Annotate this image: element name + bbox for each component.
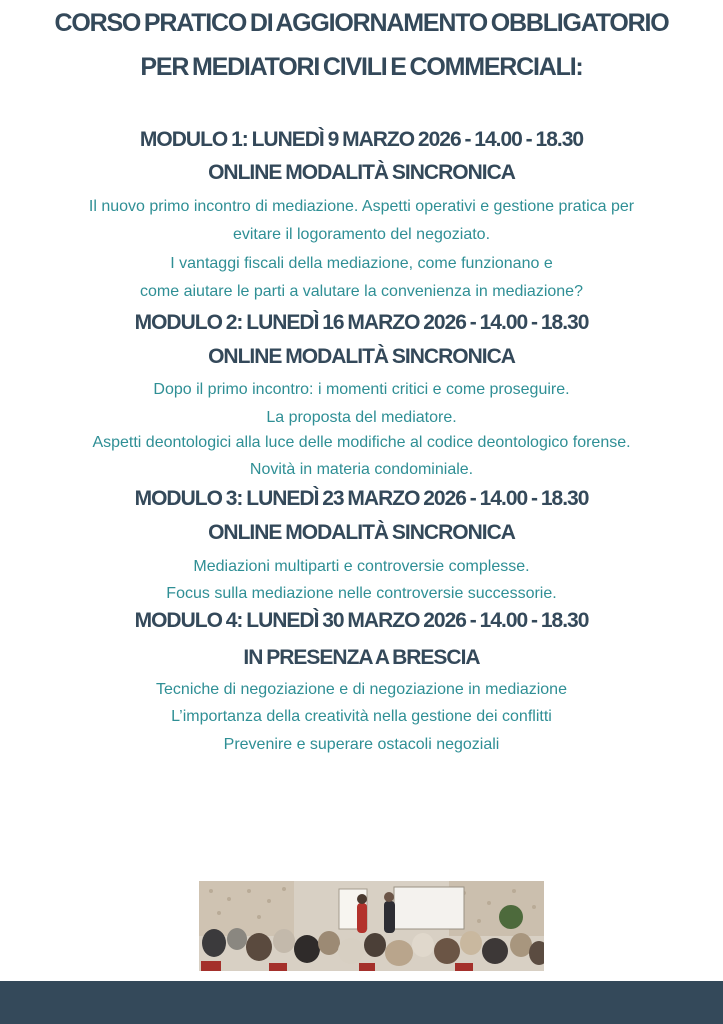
classroom-photo bbox=[199, 881, 544, 971]
module-description-line: Aspetti deontologici alla luce delle modifiche al codice deontologico forense. bbox=[92, 434, 631, 451]
module-description-line: Mediazioni multiparti e controversie complesse. bbox=[193, 558, 530, 575]
module-description-line: Tecniche di negoziazione e di negoziazione in mediazione bbox=[156, 681, 567, 698]
module-mode: ONLINE MODALITÀ SINCRONICA bbox=[208, 161, 515, 184]
module-heading: MODULO 1: LUNEDÌ 9 MARZO 2026 - 14.00 - 18.30 bbox=[139, 128, 584, 151]
module-description-line: La proposta del mediatore. bbox=[266, 409, 457, 426]
main-title-line-1: CORSO PRATICO DI AGGIORNAMENTO OBBLIGATORIO bbox=[54, 9, 669, 37]
module-mode: IN PRESENZA A BRESCIA bbox=[243, 646, 480, 669]
module-mode: ONLINE MODALITÀ SINCRONICA bbox=[208, 345, 515, 368]
module-description-line: come aiutare le parti a valutare la convenienza in mediazione? bbox=[140, 283, 583, 300]
module-heading: MODULO 3: LUNEDÌ 23 MARZO 2026 - 14.00 - 18.30 bbox=[134, 487, 589, 510]
classroom-photo-icon bbox=[199, 881, 544, 971]
module-description-line: Novità in materia condominiale. bbox=[249, 461, 474, 478]
module-description-line: I vantaggi fiscali della mediazione, come funzionano e bbox=[170, 255, 553, 272]
module-description-line: Il nuovo primo incontro di mediazione. Aspetti operativi e gestione pratica per bbox=[88, 198, 635, 215]
module-mode: ONLINE MODALITÀ SINCRONICA bbox=[208, 521, 515, 544]
module-heading: MODULO 4: LUNEDÌ 30 MARZO 2026 - 14.00 - 18.30 bbox=[134, 609, 589, 632]
module-description-line: Dopo il primo incontro: i momenti critici e come proseguire. bbox=[153, 381, 570, 398]
module-description-line: Prevenire e superare ostacoli negoziali bbox=[223, 736, 500, 753]
module-description-line: L’importanza della creatività nella gestione dei conflitti bbox=[171, 708, 552, 725]
main-title-line-2: PER MEDIATORI CIVILI E COMMERCIALI: bbox=[140, 53, 583, 81]
footer-bar bbox=[0, 981, 723, 1024]
module-description-line: Focus sulla mediazione nelle controversie successorie. bbox=[166, 585, 557, 602]
module-heading: MODULO 2: LUNEDÌ 16 MARZO 2026 - 14.00 - 18.30 bbox=[134, 311, 589, 334]
module-description-line: evitare il logoramento del negoziato. bbox=[232, 226, 491, 243]
